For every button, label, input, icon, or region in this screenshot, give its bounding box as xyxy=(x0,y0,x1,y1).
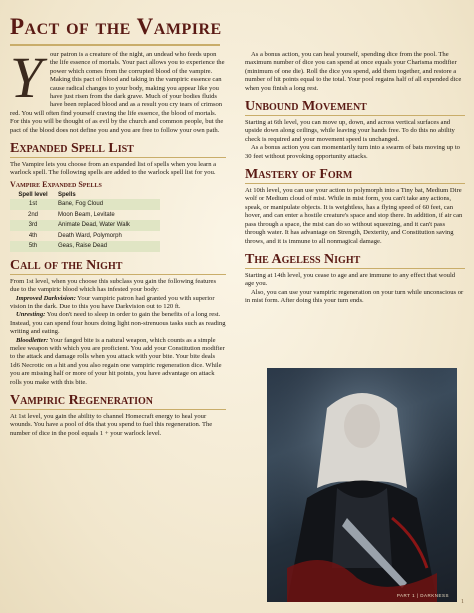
regeneration-heading: Vampiric Regeneration xyxy=(10,393,226,410)
page-number: 1 xyxy=(461,599,464,605)
mastery-of-form-heading: Mastery of Form xyxy=(245,167,465,184)
table-row xyxy=(10,241,160,252)
table-row xyxy=(10,220,160,231)
vampire-figure-icon xyxy=(267,368,457,602)
mastery-of-form-text: At 10th level, you can use your action to polymorph into a Tiny bat, Medium Dire wolf or Medium cloud of mist. While in mist form, you can't take any actions, speak, or manipulate objects. It is weightless, has a flying speed of 60 feet, can hover, and can enter a hostile creature's space and stop there. In addition, if air can pass through a space, the mist can do so without squeezing, and it can't pass through water. It has advantage on Strength, Dexterity, and Constitution saving throws, and it is immune to all nonmagical damage. xyxy=(245,187,463,245)
col-header-level: Spell level xyxy=(18,191,48,198)
feature-text: Your vampiric patron had granted you with superior vision in the dark. Due to this you have Darkvision out to 120 ft. xyxy=(10,294,215,310)
spell-names: Moon Beam, Levitate xyxy=(58,211,115,218)
drop-cap: Y xyxy=(10,45,43,110)
left-column xyxy=(10,45,226,438)
spell-level: 4th xyxy=(28,232,38,239)
ageless-night-heading: The Ageless Night xyxy=(245,252,465,269)
regeneration-text: At 1st level, you gain the ability to channel Homecraft energy to heal your wounds. You have a pool of d6s that you spend to fuel this regeneration. The number of dice in the pool equals 1 + your warlock level. xyxy=(10,413,213,437)
feature-name: Improved Darkvision: xyxy=(16,294,76,302)
call-of-night-text: From 1st level, when you choose this subclass you gain the following features due to the vampiric blood which has infested your body: xyxy=(10,277,217,294)
art-credit: PART 1 | DARKNESS xyxy=(396,593,449,598)
col-header-spells: Spells xyxy=(58,191,76,198)
spell-level: 1st xyxy=(10,199,56,210)
vampire-illustration xyxy=(267,368,457,602)
feature-text: Your fanged bite is a natural weapon, which counts as a simple melee weapon with which you are proficient. You add your Constitution modifier to the attack and damage rolls when you attack with your bite. Your bite deals 1d6 Necrotic on a hit and you also regain one vampiric regeneration dice. While you are missing half or more of your hit points, you have advantage on attack rolls you make with this bite. xyxy=(10,336,225,386)
spell-table xyxy=(10,190,160,252)
spell-names: Animate Dead, Water Walk xyxy=(56,220,160,231)
spell-table-title: Vampire Expanded Spells xyxy=(10,179,102,189)
spell-level: 5th xyxy=(10,241,56,252)
feature-name: Bloodletter: xyxy=(16,336,49,344)
table-row xyxy=(10,210,160,221)
regeneration-text-continued: As a bonus action, you can heal yourself, spending dice from the pool. The maximum number of dice you can spend at once equals your Charisma modifier (minimum of one die). Roll the dice you spend, add them together, and restore a number of hit points equal to the total. Your pool regains half of all expended dice when you finish a long rest. xyxy=(245,51,462,92)
call-of-night-heading: Call of the Night xyxy=(10,258,226,275)
ageless-night-text-2: Also, you can use your vampiric regeneration on your turn while unconscious or in mist form. After doing this your turn ends. xyxy=(245,288,464,305)
feature-darkvision xyxy=(10,295,226,312)
right-column xyxy=(245,51,465,306)
table-row xyxy=(10,199,160,210)
spell-names: Death Ward, Polymorph xyxy=(58,232,122,239)
expanded-spell-heading: Expanded Spell List xyxy=(10,141,226,158)
spell-level: 2nd xyxy=(27,211,38,218)
expanded-spell-text: The Vampire lets you choose from an expanded list of spells when you learn a warlock spell. The following spells are added to the warlock spell list for you. xyxy=(10,161,217,177)
unbound-movement-text: Starting at 6th level, you can move up, down, and across vertical surfaces and upside down along ceilings, while leaving your hands free. To do this no ability check is required and your movement speed is unchanged. xyxy=(245,119,455,143)
intro-text: our patron is a creature of the night, an undead who feeds upon the life essence of mortals. Your pact allows you to experience the power which comes from the corrupted blood of the vampire. Making this pact of blood and taking in the vampiric essence can cause radical changes to your body, making you appear like you have just risen from the dark grave. Much of your bodies fluids have been replaced blood and as a result you cry tears of crimson red. You will often find yourself craving the life essence, the blood of mortals. For this you will be thought of as evil by the church and common people, but the pact of the blood does not define you and you are free to follow your own path. xyxy=(10,51,225,134)
unbound-movement-heading: Unbound Movement xyxy=(245,99,465,116)
table-row xyxy=(10,231,160,242)
spell-names: Bane, Fog Cloud xyxy=(56,199,160,210)
feature-unresting xyxy=(10,311,226,336)
feature-bloodletter xyxy=(10,337,226,387)
feature-text: You don't need to sleep in order to gain the benefits of a long rest. Instead, you can spend four hours doing light non-strenuous tasks such as reading writing and eating. xyxy=(10,311,226,336)
spell-names: Geas, Raise Dead xyxy=(56,241,160,252)
ageless-night-text: Starting at 14th level, you cease to age and are immune to any effect that would age you. xyxy=(245,271,456,288)
intro xyxy=(10,45,226,135)
feature-name: Unresting: xyxy=(16,311,46,319)
page-title: Pact of the Vampire xyxy=(10,14,222,39)
spell-level: 3rd xyxy=(10,220,56,231)
unbound-movement-text-2: As a bonus action you can momentarily turn into a swarm of bats moving up to 30 feet without provoking opportunity attacks. xyxy=(245,144,460,160)
